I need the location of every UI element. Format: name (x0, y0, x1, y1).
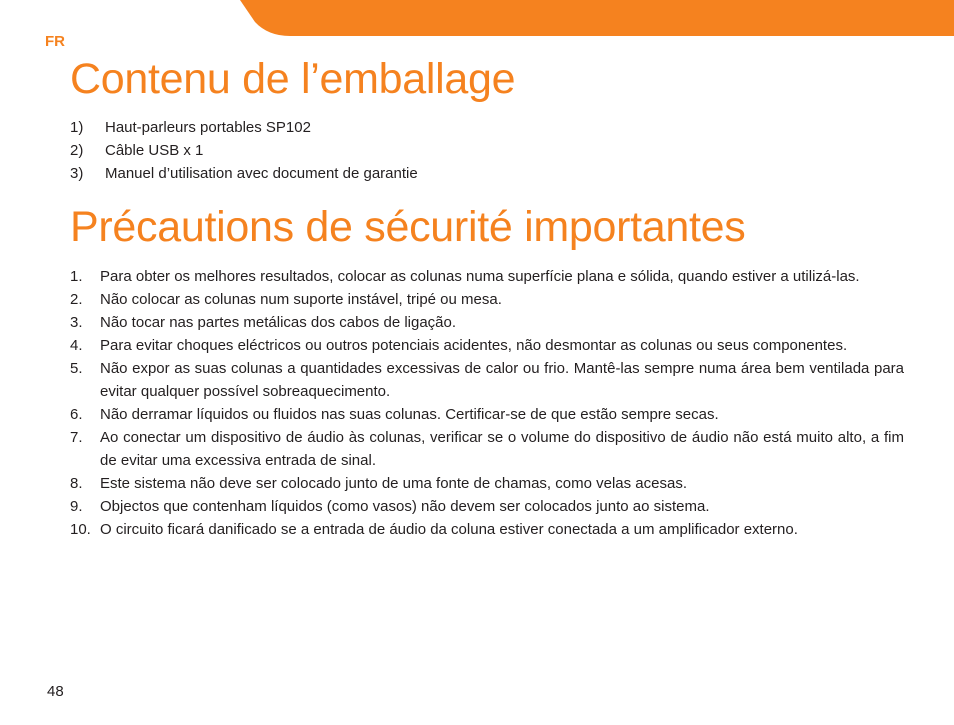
list-item-text: Para obter os melhores resultados, colocar as colunas numa superfície plana e sólida, quando estiver a utilizá-las. (100, 268, 860, 285)
list-item (70, 311, 904, 334)
list-item-number: 1) (70, 119, 84, 136)
list-item-number: 2. (70, 291, 83, 308)
list-item (70, 139, 418, 162)
list-item-text: Este sistema não deve ser colocado junto de uma fonte de chamas, como velas acesas. (100, 475, 687, 492)
list-item-text: Não colocar as colunas num suporte instável, tripé ou mesa. (100, 291, 502, 308)
list-item (70, 403, 904, 426)
list-item (70, 288, 904, 311)
list-item-number: 1. (70, 268, 83, 285)
list-item-text: Câble USB x 1 (105, 142, 204, 159)
list-item-number: 6. (70, 406, 83, 423)
list-item-text: Não tocar nas partes metálicas dos cabos de ligação. (100, 314, 457, 331)
list-item-text: Não derramar líquidos ou fluidos nas suas colunas. Certificar-se de que estão sempre secas. (100, 406, 719, 423)
page-number: 48 (47, 683, 64, 700)
list-item (70, 472, 904, 495)
header-orange-shape (240, 0, 954, 36)
safety-precautions-list (70, 265, 904, 541)
list-item-number: 7. (70, 429, 83, 446)
list-item-text: O circuito ficará danificado se a entrada de áudio da coluna estiver conectada a um amplificador externo. (100, 521, 798, 538)
package-contents-list (70, 116, 418, 185)
list-item (70, 116, 418, 139)
list-item-number: 9. (70, 498, 83, 515)
list-item-text: Haut-parleurs portables SP102 (105, 119, 311, 136)
language-code: FR (45, 33, 65, 50)
list-item (70, 334, 904, 357)
list-item-number: 5. (70, 360, 83, 377)
list-item (70, 518, 904, 541)
list-item-number: 10. (70, 521, 91, 538)
list-item (70, 265, 904, 288)
list-item (70, 426, 904, 472)
list-item (70, 162, 418, 185)
list-item-text: Para evitar choques eléctricos ou outros potenciais acidentes, não desmontar as colunas ou seus componentes. (100, 337, 848, 354)
section-title-safety-precautions: Précautions de sécurité importantes (70, 203, 746, 251)
list-item (70, 357, 904, 403)
list-item-number: 8. (70, 475, 83, 492)
list-item-number: 4. (70, 337, 83, 354)
list-item-number: 3) (70, 165, 84, 182)
list-item (70, 495, 904, 518)
section-title-package-contents: Contenu de l’emballage (70, 55, 516, 103)
list-item-text: Ao conectar um dispositivo de áudio às colunas, verificar se o volume do dispositivo de áudio não está muito alto, a fim de evitar uma excessiva entrada de sinal. (100, 429, 904, 469)
list-item-number: 2) (70, 142, 84, 159)
header-orange-band (0, 0, 954, 36)
list-item-text: Objectos que contenham líquidos (como vasos) não devem ser colocados junto ao sistema. (100, 498, 710, 515)
list-item-text: Manuel d’utilisation avec document de garantie (105, 165, 418, 182)
list-item-number: 3. (70, 314, 83, 331)
list-item-text: Não expor as suas colunas a quantidades excessivas de calor ou frio. Mantê-las sempre numa área bem ventilada para evitar qualquer possível sobreaquecimento. (100, 360, 904, 400)
